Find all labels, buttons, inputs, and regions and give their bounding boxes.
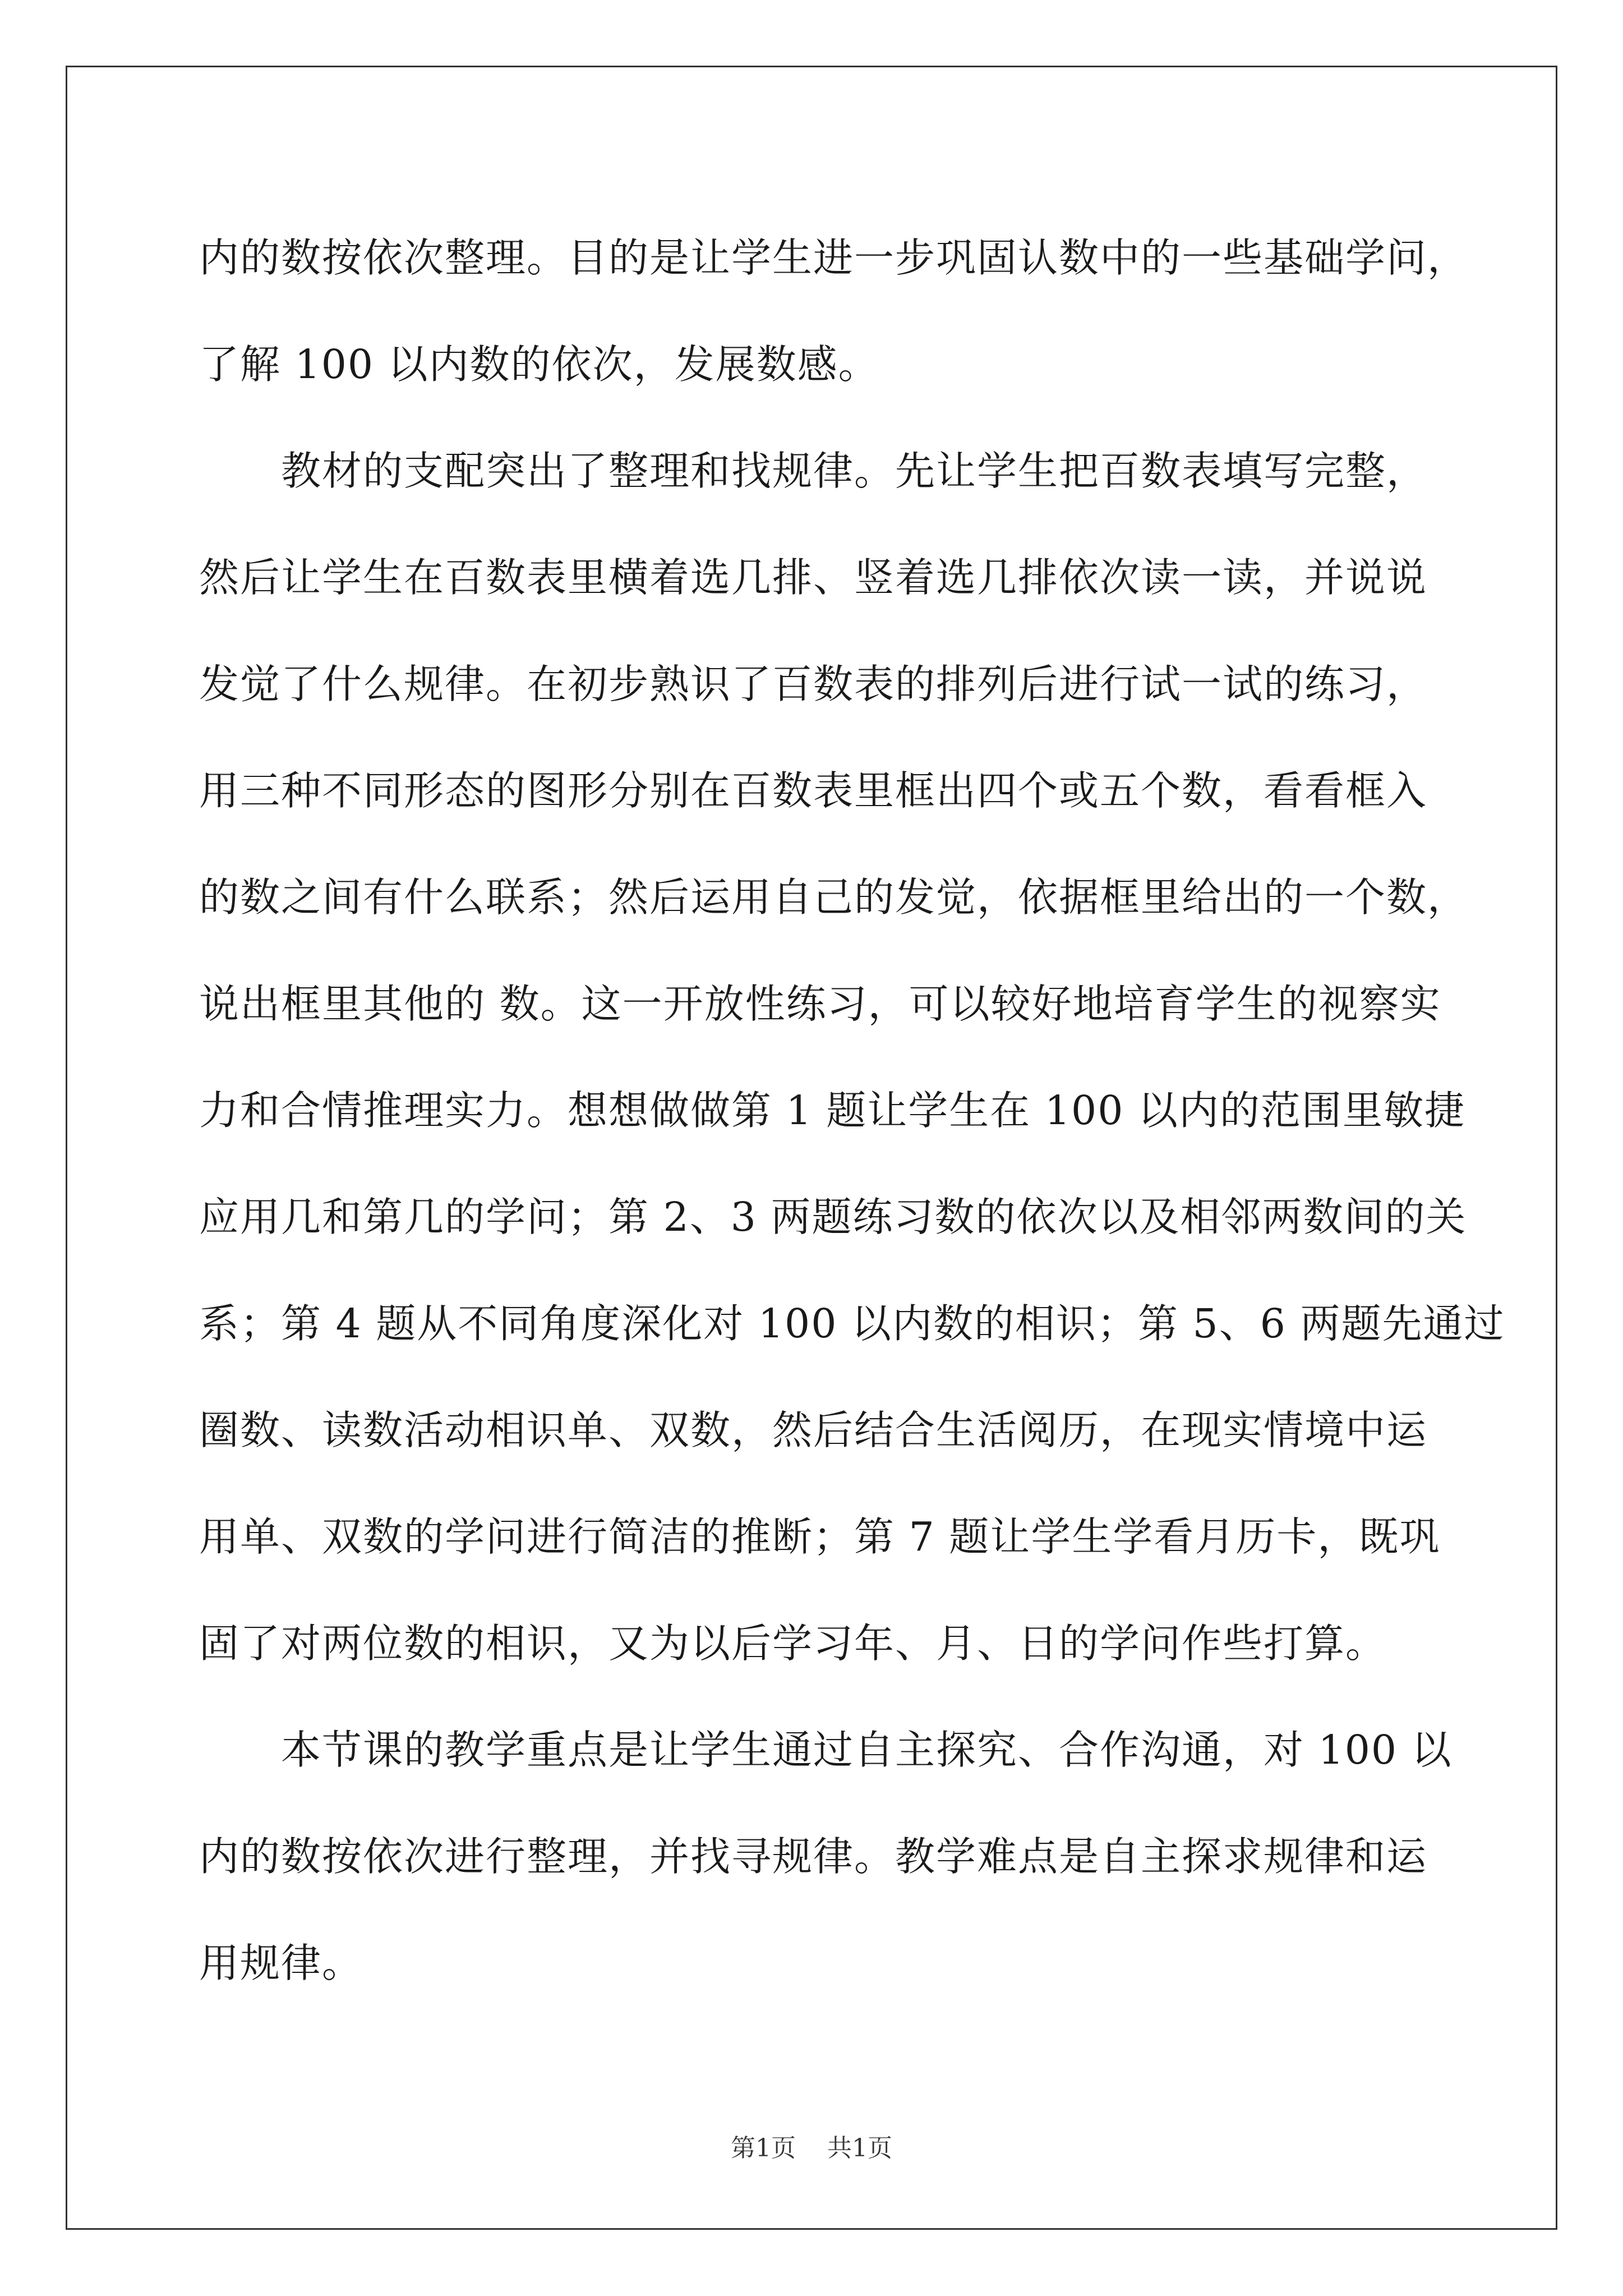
text-line: 应用几和第几的学问；第 2、3 两题练习数的依次以及相邻两数间的关 [199,1194,1467,1240]
text-line: 然后让学生在百数表里横着选几排、竖着选几排依次读一读，并说说 [199,554,1428,601]
text-line: 了解 100 以内数的依次，发展数感。 [199,341,879,388]
text-line: 固了对两位数的相识，又为以后学习年、月、日的学问作些打算。 [199,1620,1387,1667]
text-line: 圈数、读数活动相识单、双数，然后结合生活阅历，在现实情境中运 [199,1407,1428,1453]
text-line: 用三种不同形态的图形分别在百数表里框出四个或五个数，看看框入 [199,767,1428,814]
document-body [199,205,1505,2017]
text-line: 说出框里其他的 数。这一开放性练习，可以较好地培育学生的视察实 [199,981,1441,1027]
text-line: 教材的支配突出了整理和找规律。先让学生把百数表填写完整， [199,448,1428,494]
page-footer [0,2132,1623,2165]
page-total: 共1页 [827,2134,892,2162]
text-line: 本节课的教学重点是让学生通过自主探究、合作沟通，对 100 以 [199,1727,1453,1773]
text-line: 发觉了什么规律。在初步熟识了百数表的排列后进行试一试的练习， [199,661,1428,707]
text-line: 内的数按依次进行整理，并找寻规律。教学难点是自主探求规律和运 [199,1833,1428,1880]
text-line: 用规律。 [199,1940,363,1986]
text-line: 用单、双数的学问进行简洁的推断；第 7 题让学生学看月历卡，既巩 [199,1513,1441,1560]
text-line: 力和合情推理实力。想想做做第 1 题让学生在 100 以内的范围里敏捷 [199,1087,1465,1134]
text-line: 的数之间有什么联系；然后运用自己的发觉，依据框里给出的一个数， [199,874,1469,921]
page-number: 第1页 [731,2134,796,2162]
text-line: 内的数按依次整理。目的是让学生进一步巩固认数中的一些基础学问， [199,234,1469,281]
text-line: 系；第 4 题从不同角度深化对 100 以内数的相识；第 5、6 两题先通过 [199,1300,1505,1347]
